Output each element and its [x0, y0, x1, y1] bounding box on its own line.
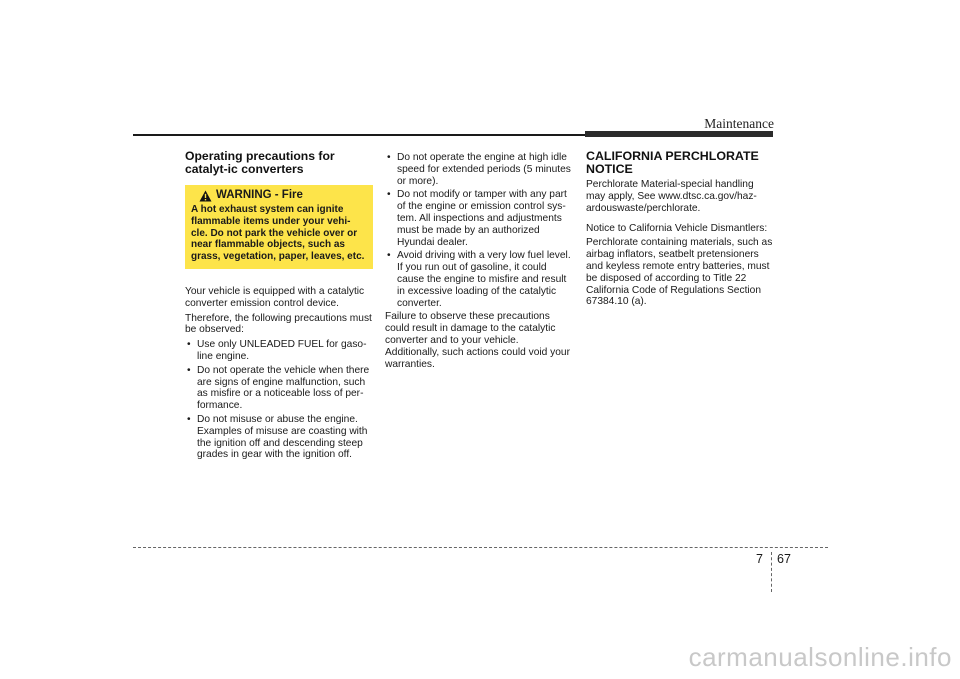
perchlorate-disposal-paragraph: Perchlorate containing materials, such as airbag inflators, seatbelt pretensioners and keyless remote entry batteries, must be disposed of according to Title 22 California Code of Regulations Section 67384.10 (a). [586, 237, 773, 308]
left-column [185, 150, 373, 463]
list-item: • Do not modify or tamper with any part of the engine or emission control sys-tem. All inspections and adjustments must be made by an authorized Hyundai dealer. [385, 189, 573, 248]
header-rule [133, 134, 585, 136]
perchlorate-heading: CALIFORNIA PERCHLORATE NOTICE [586, 149, 759, 176]
page-number: 67 [777, 552, 791, 566]
footer-rule [133, 547, 828, 548]
catalytic-heading: Operating precautions for catalyt-ic converters [185, 149, 335, 176]
warning-box [185, 185, 373, 269]
intro-paragraph: Your vehicle is equipped with a catalytic converter emission control device. [185, 285, 365, 309]
section-header-title: Maintenance [704, 116, 774, 131]
list-item: • Do not misuse or abuse the engine. Examples of misuse are coasting with the ignition off and descending steep grades in gear with the ignition off. [185, 414, 373, 461]
therefore-paragraph: Therefore, the following precautions must be observed: [185, 312, 372, 336]
header-rule-thick [585, 131, 773, 137]
watermark-link[interactable]: carmanualsonline.info [688, 642, 952, 672]
perchlorate-paragraph: Perchlorate Material-special handling may apply, See www.dtsc.ca.gov/haz-ardouswaste/perchlorate. [586, 179, 757, 214]
warning-text: A hot exhaust system can ignite flammable items under your vehi-cle. Do not park the vehicle over or near flammable objects, such as grass, vegetation, paper, leaves, etc. [191, 204, 365, 263]
middle-column [385, 152, 573, 373]
list-item: • Use only UNLEADED FUEL for gaso-line engine. [185, 339, 373, 363]
list-item: • Do not operate the engine at high idle speed for extended periods (5 minutes or more). [385, 152, 573, 187]
dismantlers-notice: Notice to California Vehicle Dismantlers: [586, 222, 768, 234]
list-item: • Avoid driving with a very low fuel level. If you run out of gasoline, it could cause the engine to misfire and result in excessive loading of the catalytic converter. [385, 250, 573, 309]
page-divider [771, 552, 772, 592]
warning-title-text: WARNING - Fire [216, 189, 303, 202]
middle-bullet-list [385, 152, 573, 309]
warning-title [191, 190, 367, 202]
warning-triangle-icon [199, 190, 212, 202]
right-column [586, 150, 774, 311]
chapter-number: 7 [756, 552, 763, 566]
closing-paragraph: Failure to observe these precautions could result in damage to the catalytic converter and to your vehicle. Additionally, such actions could void your warranties. [385, 311, 570, 370]
left-bullet-list [185, 339, 373, 461]
list-item: • Do not operate the vehicle when there are signs of engine malfunction, such as misfire or a noticeable loss of per-formance. [185, 365, 373, 412]
